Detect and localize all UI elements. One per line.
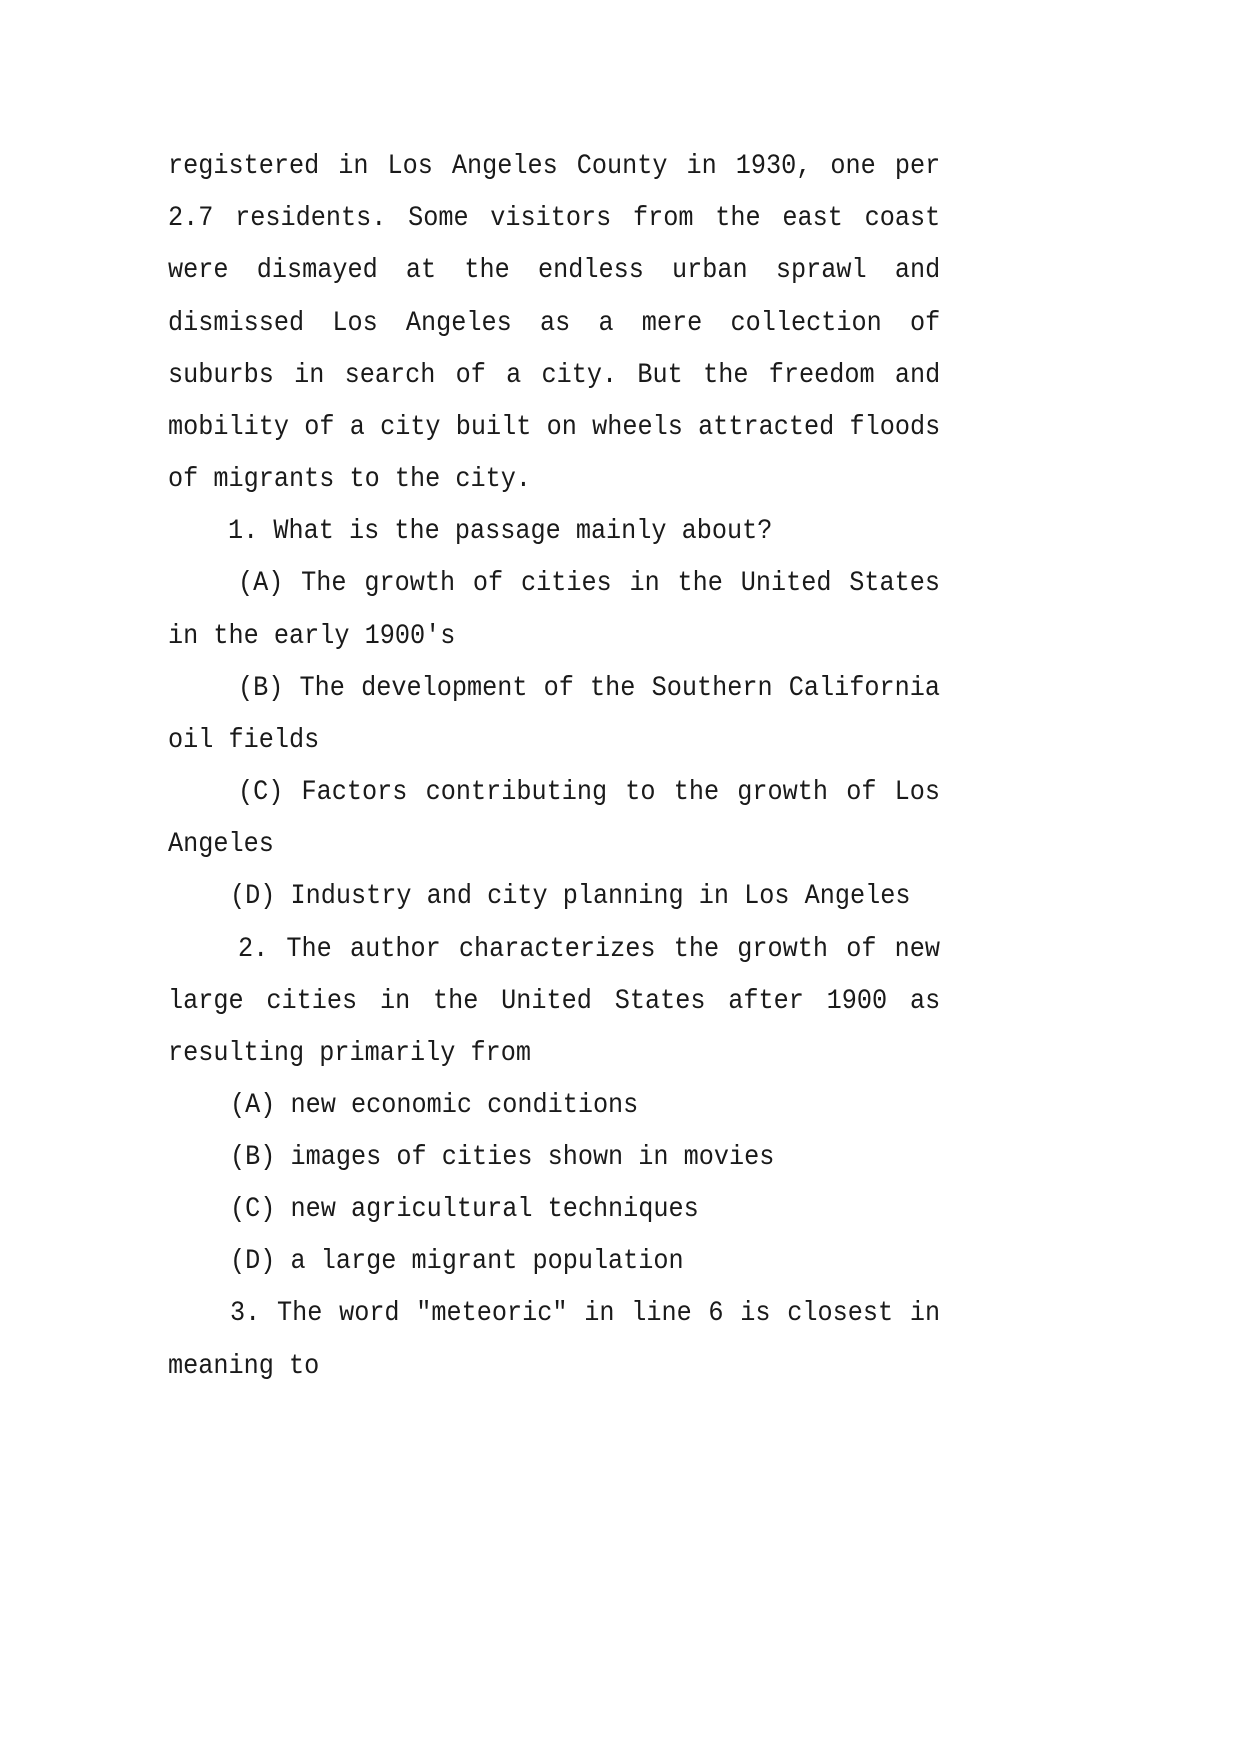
question-1-option-c-cont: Angeles (168, 829, 274, 860)
question-1-option-a-cont: in the early 1900's (168, 621, 456, 652)
question-2-option-c: (C) new agricultural techniques (230, 1194, 699, 1225)
question-2-stem: 2. The author characterizes the growth of new (238, 934, 940, 965)
question-2-stem-cont: large cities in the United States after 1900 as (168, 986, 941, 1017)
passage-line: were dismayed at the endless urban sprawl and (168, 255, 941, 286)
passage-line: suburbs in search of a city. But the freedom and (168, 360, 941, 391)
question-1-stem: 1. What is the passage mainly about? (228, 516, 773, 547)
question-1-option-b: (B) The development of the Southern California (238, 673, 940, 704)
passage-line: registered in Los Angeles County in 1930, one per (168, 151, 941, 182)
question-3-stem-cont: meaning to (168, 1351, 320, 1382)
question-1-option-a: (A) The growth of cities in the United States (238, 568, 940, 599)
passage-line: dismissed Los Angeles as a mere collection of (168, 308, 941, 339)
question-2-option-d: (D) a large migrant population (230, 1246, 684, 1277)
question-1-option-b-cont: oil fields (168, 725, 320, 756)
question-2-option-b: (B) images of cities shown in movies (230, 1142, 775, 1173)
passage-line: 2.7 residents. Some visitors from the east coast (168, 203, 941, 234)
question-2-option-a: (A) new economic conditions (230, 1090, 639, 1121)
question-3-stem: 3. The word "meteoric" in line 6 is closest in (230, 1298, 941, 1329)
question-1-option-c: (C) Factors contributing to the growth of Los (238, 777, 940, 808)
passage-line: mobility of a city built on wheels attracted floods (168, 412, 941, 443)
question-2-stem-cont: resulting primarily from (168, 1038, 531, 1069)
passage-line: of migrants to the city. (168, 464, 531, 495)
question-1-option-d: (D) Industry and city planning in Los Angeles (230, 881, 911, 912)
